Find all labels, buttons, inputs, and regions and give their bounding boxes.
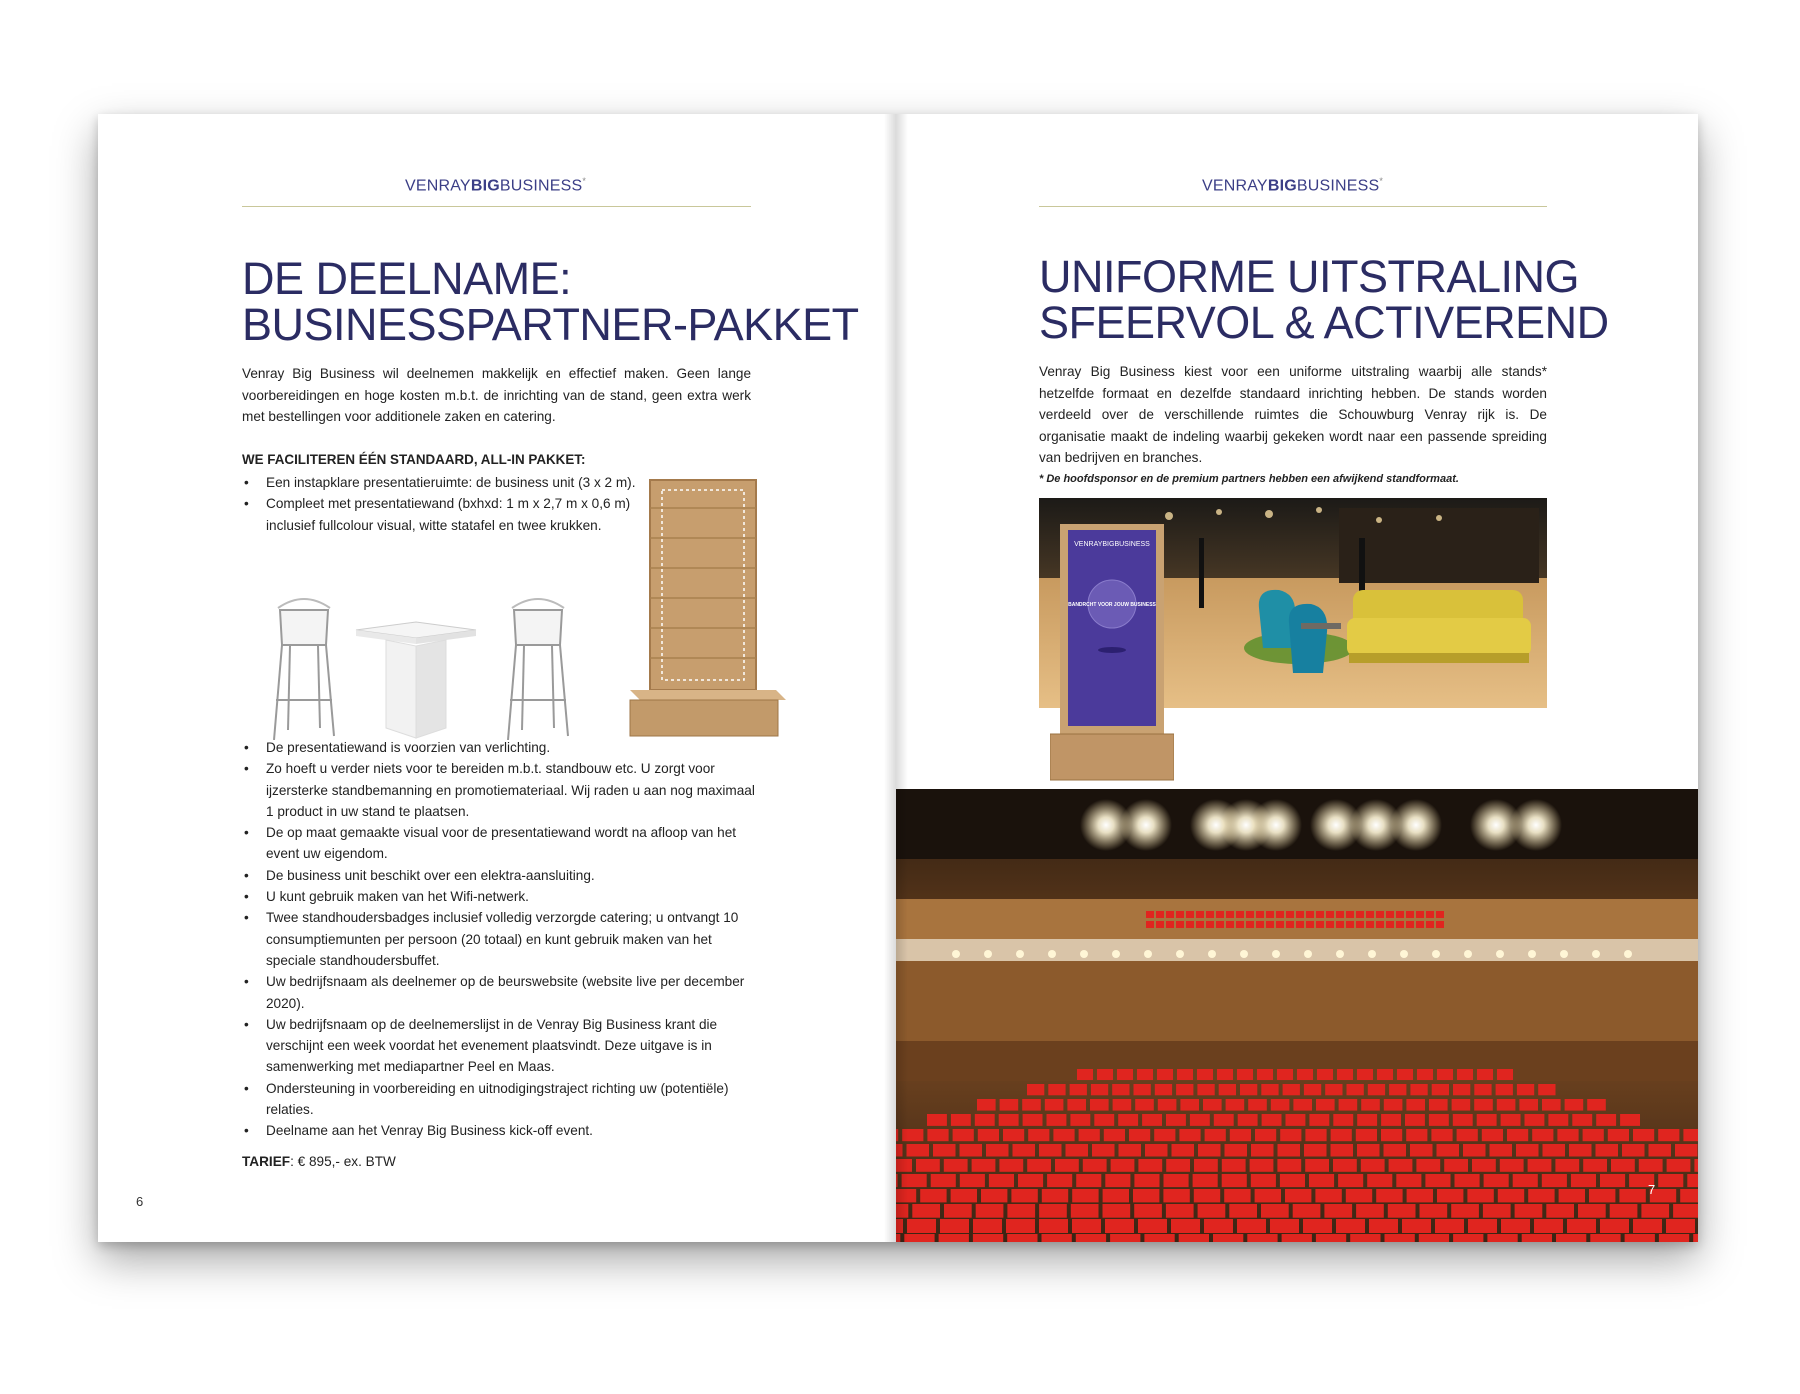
left-page — [98, 114, 896, 1242]
list-item: • De presentatiewand is voorzien van verlichting. — [242, 737, 762, 758]
list-item: • Ondersteuning in voorbereiding en uitnodigingstraject richting uw (potentiële) relaties. — [242, 1078, 762, 1121]
brand-logo: VENRAYBIGBUSINESS* — [405, 176, 587, 195]
right-page — [896, 114, 1698, 1242]
list-item: • Uw bedrijfsnaam als deelnemer op de beurswebsite (website live per december 2020). — [242, 971, 762, 1014]
page-number: 6 — [136, 1194, 144, 1209]
package-subheading: WE FACILITEREN ÉÉN STANDAARD, ALL-IN PAKKET: — [242, 452, 586, 467]
intro-paragraph: Venray Big Business kiest voor een uniforme uitstraling waarbij alle stands* hetzelfde formaat en dezelfde standaard inrichting hebben. De stands worden verdeeld over de verschillende ruimtes die Schouwburg Venray rijk is. De organisatie maakt de indeling waarbij gekeken wordt naar een passende spreiding van bedrijven en branches. — [1039, 364, 1547, 465]
package-list-bottom — [242, 737, 762, 1142]
banner-stand-image — [1050, 524, 1174, 794]
list-item: • Uw bedrijfsnaam op de deelnemerslijst in de Venray Big Business krant die verschijnt een week voordat het evenement plaatsvindt. Deze uitgave is in samenwerking met mediapartner Peel en Maas. — [242, 1014, 762, 1078]
list-item: • De business unit beschikt over een elektra-aansluiting. — [242, 865, 762, 886]
list-item: • Zo hoeft u verder niets voor te bereiden m.b.t. standbouw etc. U zorgt voor ijzersterke standbemanning en promotiemateriaal. Wij raden u aan nog maximaal 1 product in uw stand te plaatsen. — [242, 758, 762, 822]
list-item: • Twee standhoudersbadges inclusief volledig verzorgde catering; u ontvangt 10 consumptiemunten per persoon (20 totaal) en kunt gebruik maken van het speciale standhoudersbuffet. — [242, 907, 762, 971]
banner-brand-text: VENRAYBIGBUSINESS — [1074, 541, 1150, 548]
list-item: • Compleet met presentatiewand (bxhxd: 1 m x 2,7 m x 0,6 m) inclusief fullcolour visual, witte statafel en twee krukken. — [242, 493, 672, 536]
footnote: * De hoofdsponsor en de premium partners hebben een afwijkend standformaat. — [1039, 473, 1459, 485]
list-item: • U kunt gebruik maken van het Wifi-netwerk. — [242, 886, 762, 907]
list-item: • Deelname aan het Venray Big Business kick-off event. — [242, 1120, 762, 1141]
brochure-spread — [98, 114, 1698, 1242]
theatre-hall-photo — [896, 789, 1698, 1242]
brand-logo: VENRAYBIGBUSINESS* — [1202, 176, 1384, 195]
price-line: TARIEF: € 895,- ex. BTW — [242, 1154, 396, 1169]
header-rule — [242, 206, 751, 207]
bar-stool-icon — [508, 599, 568, 740]
list-item: • De op maat gemaakte visual voor de presentatiewand wordt na afloop van het event uw eigendom. — [242, 822, 762, 865]
presentation-wall-icon — [630, 480, 786, 736]
page-title: DE DEELNAME: BUSINESSPARTNER-PAKKET — [242, 253, 859, 350]
list-item: • Een instapklare presentatieruimte: de business unit (3 x 2 m). — [242, 472, 672, 493]
stand-furniture-illustration — [268, 460, 788, 740]
intro-paragraph: Venray Big Business wil deelnemen makkelijk en effectief maken. Geen lange voorbereidingen en hoge kosten m.b.t. de inrichting van de stand, geen extra werk met bestellingen voor additionele zaken en catering. — [242, 366, 751, 424]
page-number: 7 — [1648, 1182, 1656, 1197]
standing-table-icon — [356, 622, 476, 738]
header-rule — [1039, 206, 1547, 207]
bar-stool-icon — [274, 599, 334, 740]
page-title: UNIFORME UITSTRALING SFEERVOL & ACTIVEREND — [1039, 251, 1609, 348]
banner-circle-text: BANDRCHT VOOR JOUW BUSINESS — [1068, 602, 1156, 608]
